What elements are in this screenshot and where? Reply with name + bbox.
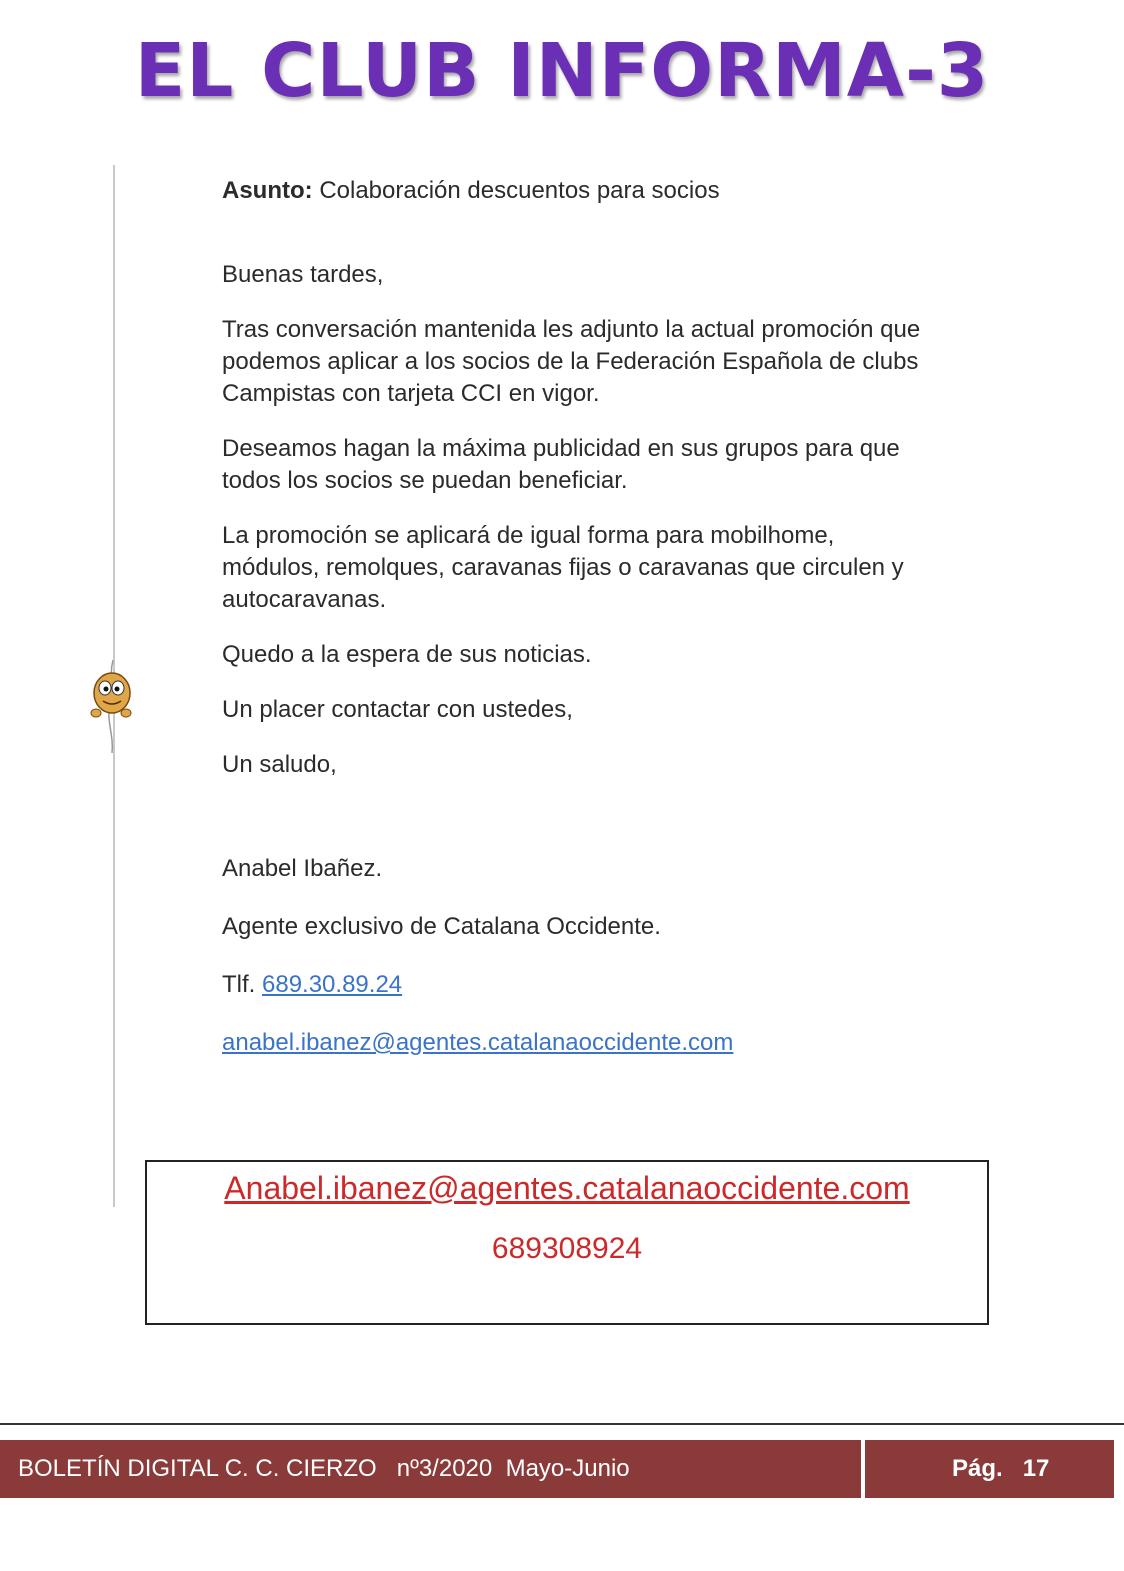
subject-text: Colaboración descuentos para socios	[312, 177, 720, 204]
closing-line: Un placer contactar con ustedes,	[222, 696, 573, 723]
email-paragraph: Tras conversación mantenida les adjunto la actual promoción que podemos aplicar a los socios de la Federación Española de clubs Campistas con tarjeta CCI en vigor.	[222, 316, 921, 407]
page-label: Pág.	[952, 1455, 1003, 1482]
closing-line: Quedo a la espera de sus noticias.	[222, 641, 592, 668]
contact-email-link[interactable]: Anabel.ibanez@agentes.catalanaoccidente.com	[224, 1170, 910, 1206]
contact-box	[145, 1160, 989, 1325]
footer-page	[952, 1440, 1049, 1498]
signature-name: Anabel Ibañez.	[222, 855, 383, 882]
closing-line: Un saludo,	[222, 751, 337, 778]
email-link[interactable]: anabel.ibanez@agentes.catalanaoccidente.com	[222, 1029, 734, 1056]
page-title: EL CLUB INFORMA-3	[134, 28, 990, 114]
page-number: 17	[1022, 1455, 1050, 1482]
footer-divider	[861, 1440, 865, 1498]
signature-role: Agente exclusivo de Catalana Occidente.	[222, 913, 661, 940]
footer-rule	[0, 1423, 1124, 1425]
peeking-cartoon-icon	[88, 655, 138, 755]
footer-publication: BOLETÍN DIGITAL C. C. CIERZO nº3/2020 Mayo-Junio	[18, 1455, 630, 1482]
email-greeting: Buenas tardes,	[222, 261, 384, 288]
email-subject	[222, 175, 922, 207]
signature-phone	[222, 969, 922, 1001]
email-paragraph: La promoción se aplicará de igual forma para mobilhome, módulos, remolques, caravanas fijas o caravanas que circulen y autocaravanas.	[222, 522, 904, 613]
email-body	[222, 175, 922, 1085]
phone-link[interactable]: 689.30.89.24	[262, 971, 403, 998]
phone-label: Tlf.	[222, 971, 262, 998]
contact-phone: 689308924	[491, 1232, 643, 1265]
email-paragraph: Deseamos hagan la máxima publicidad en sus grupos para que todos los socios se puedan beneficiar.	[222, 435, 900, 494]
signature-email	[222, 1027, 922, 1059]
subject-label: Asunto:	[222, 177, 313, 204]
